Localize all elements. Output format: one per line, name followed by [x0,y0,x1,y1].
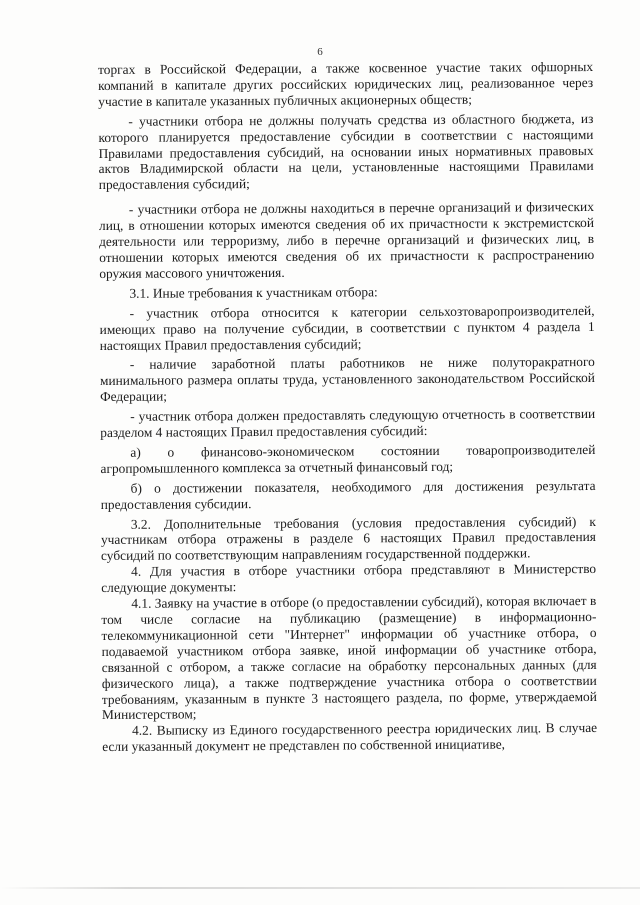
paragraph-report-a: а) о финансово-экономическом состоянии товаропроизводителей агропромышленного комплекса за отчетный финансовый год; [100,441,596,476]
paragraph-reporting-requirement: - участник отбора должен предоставлять следующую отчетность в соответствии разделом 4 настоящих Правил предоставления субсидий: [100,406,596,441]
scan-edge-line [0,887,640,889]
document-body [98,59,597,755]
paragraph-wages-requirement: - наличие заработной платы работников не ниже полуторакратного минимального размера оплаты труда, установленного законодательством Российской Федерации; [99,354,595,405]
paragraph-report-b: б) о достижении показателя, необходимого для достижения результата предоставления субсидии. [100,477,596,512]
paragraph-3-1-heading: 3.1. Иные требования к участникам отбора: [129,284,378,301]
paragraph-offshore-continuation: торгах в Российской Федерации, а также косвенное участие таких офшорных компаний в капитале других российских юридических лиц, реализованное через участие в капитале указанных публичных акционерных обществ; [98,58,594,109]
paragraph-no-extremism-list: - участники отбора не должны находиться в перечне организаций и физических лиц, в отношении которых имеются сведения об их причастности к экстремистской деятельности или терроризму, либо в перечне организаций и физических лиц, в отношении которых имеются сведения об их причастности к распространению оружия массового уничтожения. [98,199,595,281]
paragraph-4-1: 4.1. Заявку на участие в отборе (о предоставлении субсидий), которая включает в том числе согласие на публикацию (размещение) в информационно-телекоммуникационной сети "Интернет" информации об участнике отбора, о подаваемой участником отбора заявке, иной информации об участнике отбора, связанной с отбором, а также согласие на обработку персональных данных (для физического лица), а также подтверждение участника отбора о соответствии требованиям, указанным в пункте 3 настоящего раздела, по форме, утверждаемой Министерством; [101,593,597,723]
paragraph-3-2: 3.2. Дополнительные требования (условия предоставления субсидий) к участникам отбора отражены в разделе 6 настоящих Правил предоставления субсидий по соответствующим направлениям государственной поддержки. [100,513,596,564]
paragraph-agricultural-producer: - участник отбора относится к категории сельхозтоваропроизводителей, имеющих право на получение субсидии, в соответствии с пунктом 4 раздела 1 настоящих Правил предоставления субсидий; [99,302,595,353]
page-number: 6 [317,46,323,58]
paragraph-4-2: 4.2. Выписку из Единого государственного реестра юридических лиц. В случае если указанный документ не представлен по собственной инициативе, [102,720,598,755]
paragraph-no-regional-budget: - участники отбора не должны получать средства из областного бюджета, из которого планируется предоставление субсидии в соответствии с настоящими Правилами предоставления субсидий, на основании иных нормативных правовых актов Владимирской области на цели, установленные настоящими Правилами предоставления субсидий; [98,110,594,193]
paragraph-4: 4. Для участия в отборе участники отбора представляют в Министерство следующие документы: [101,561,597,596]
